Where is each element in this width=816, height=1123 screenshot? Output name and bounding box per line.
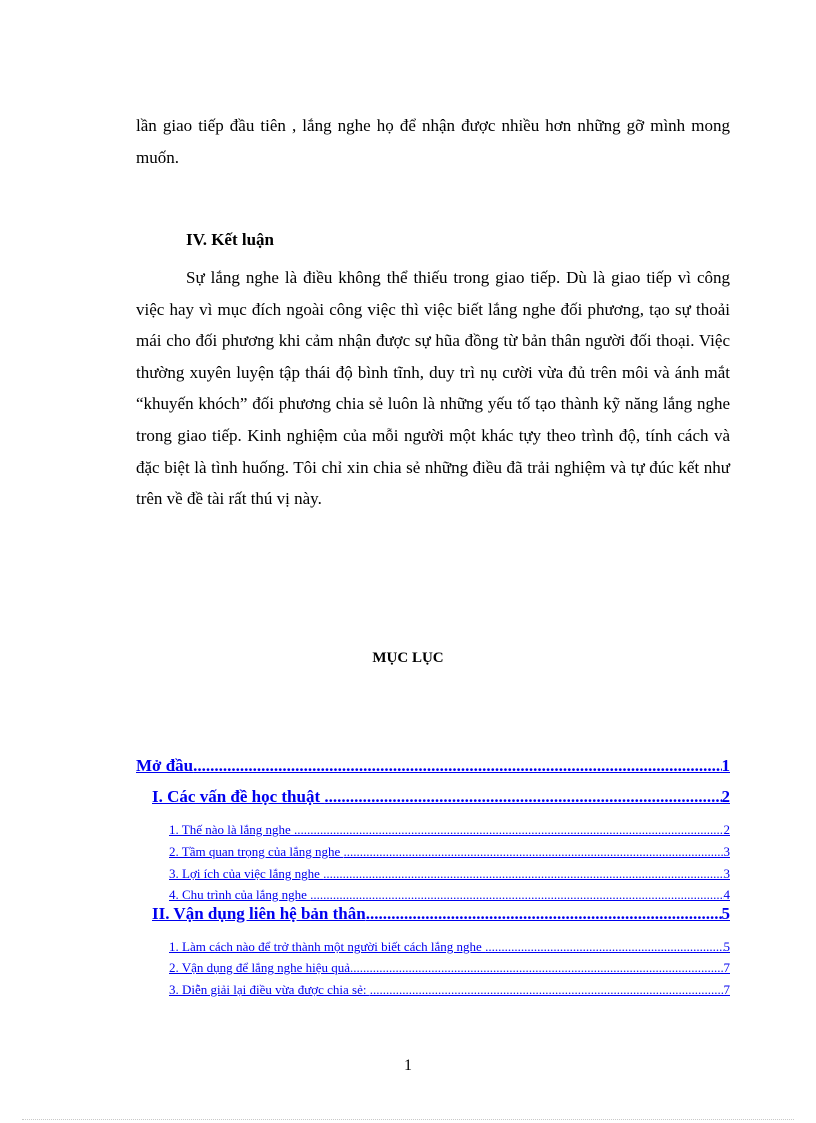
paragraph-1: lần giao tiếp đầu tiên , lắng nghe họ để nhận được nhiều hơn những gỡ mình mong muốn. [136,116,730,167]
toc-entry-2-3[interactable] [169,982,730,998]
toc-page-number: 3 [723,844,730,859]
toc-leader [310,887,723,903]
toc-page-number: 4 [723,887,730,902]
toc-page-number: 7 [723,960,730,975]
toc-page-number: 5 [721,904,730,923]
toc-entry-label: 3. Lợi ích của việc lắng nghe [169,866,324,881]
toc-entry-label: I. Các vấn đề học thuật [152,787,325,806]
toc-page-number: 2 [721,787,730,806]
page-number: 1 [404,1057,412,1074]
toc-entry-section-2[interactable] [152,904,730,924]
toc-leader [350,960,724,976]
toc-leader [193,756,721,776]
toc-entry-1-3[interactable] [169,866,730,882]
toc-leader [323,866,723,882]
toc-page-number: 2 [723,822,730,837]
toc-leader [344,844,724,860]
toc-entry-label: 1. Làm cách nào để trở thành một người biết cách lắng nghe [169,939,486,954]
toc-entry-1-4[interactable] [169,887,730,903]
page-bottom-border [22,1119,794,1120]
toc-entry-label: Mở đầu [136,756,194,775]
toc-entry-label: 1. Thế nào là lắng nghe [169,822,295,837]
toc-entry-label: II. Vận dụng liên hệ bản thân [152,904,366,923]
paragraph-2: Sự lắng nghe là điều không thể thiếu trong giao tiếp. Dù là giao tiếp vì công việc hay vì mục đích ngoài công việc thì việc biết lắng nghe đối phương, tạo sự thoải mái cho đối phương khi cảm nhận được sự hũa đồng từ bản thân người đối thoại. Việc thường xuyên luyện tập thái độ bình tĩnh, duy trì nụ cười vừa đủ trên môi và ánh mắt “khuyến khóch” đối phương chia sẻ luôn là những yếu tố tạo thành kỹ năng lắng nghe trong giao tiếp. Kinh nghiệm của mỗi người một khác tựy theo trình độ, tính cách và đặc biệt là tình huống. Tôi chỉ xin chia sẻ những điều đã trải nghiệm và tự đúc kết như trên về đề tài rất thú vị này. [136,268,730,509]
toc-entry-mo-dau[interactable] [136,756,730,776]
toc-entry-label: 2. Vận dụng để lắng nghe hiệu quả [169,960,350,975]
toc-page-number: 7 [723,982,730,997]
toc-leader [485,939,723,955]
toc-entry-1-1[interactable] [169,822,730,838]
toc-page-number: 1 [721,756,730,775]
toc-page-number: 5 [723,939,730,954]
toc-leader [294,822,723,838]
toc-entry-label: 4. Chu trình của lắng nghe [169,887,311,902]
toc-entry-label: 3. Diễn giải lại điều vừa được chia sẻ: [169,982,370,997]
toc-title: MỤC LỤC [372,650,444,666]
toc-entry-section-1[interactable] [152,787,730,807]
toc-leader [324,787,721,807]
toc-page-number: 3 [723,866,730,881]
toc-entry-1-2[interactable] [169,844,730,860]
toc-entry-2-2[interactable] [169,960,730,976]
toc-entry-label: 2. Tầm quan trọng của lắng nghe [169,844,344,859]
section-heading-conclusion: IV. Kết luận [186,230,275,249]
toc-leader [366,904,722,924]
toc-entry-2-1[interactable] [169,939,730,955]
toc-leader [370,982,724,998]
